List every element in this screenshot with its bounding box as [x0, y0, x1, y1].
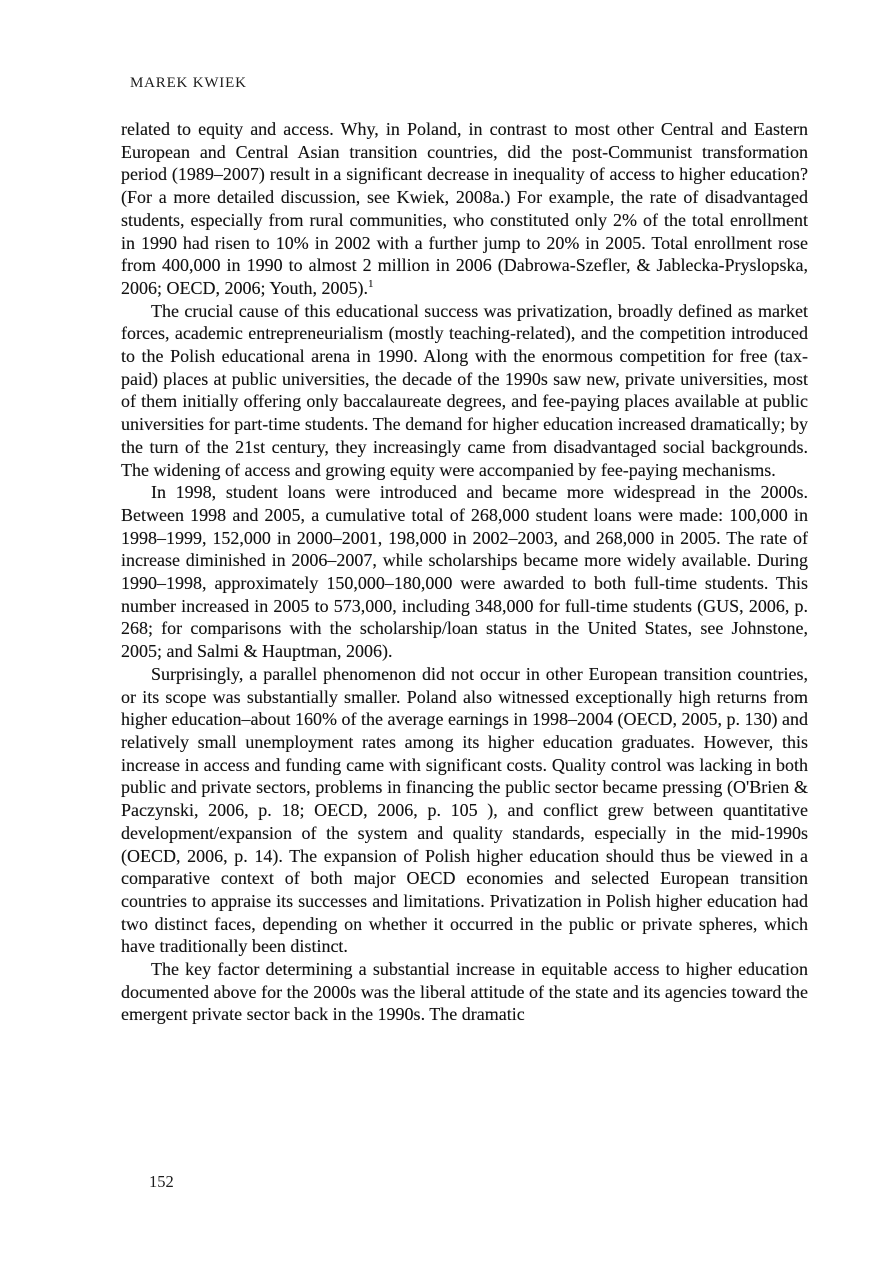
footnote-marker: 1 — [368, 277, 374, 290]
body-paragraph-1 — [121, 118, 808, 300]
paragraph-text: related to equity and access. Why, in Poland, in contrast to most other Central and Eastern European and Central Asian transition countries, did the post-Communist transformation period (1989–2007) result in a significant decrease in inequality of access to higher education? (For a more detailed discussion, see Kwiek, 2008a.) For example, the rate of disadvantaged students, especially from rural communities, who constituted only 2% of the total enrollment in 1990 had risen to 10% in 2002 with a further jump to 20% in 2005. Total enrollment rose from 400,000 in 1990 to almost 2 million in 2006 (Dabrowa-Szefler, & Jablecka-Pryslopska, 2006; OECD, 2006; Youth, 2005). — [121, 119, 808, 298]
body-paragraph-3: In 1998, student loans were introduced and became more widespread in the 2000s. Between 1998 and 2005, a cumulative total of 268,000 student loans were made: 100,000 in 1998–1999, 152,000 in 2000–2001, 198,000 in 2002–2003, and 268,000 in 2005. The rate of increase diminished in 2006–2007, while scholarships became more widely available. During 1990–1998, approximately 150,000–180,000 were awarded to both full-time students. This number increased in 2005 to 573,000, including 348,000 for full-time students (GUS, 2006, p. 268; for comparisons with the scholarship/loan status in the United States, see Johnstone, 2005; and Salmi & Hauptman, 2006). — [121, 482, 808, 662]
body-paragraph-2: The crucial cause of this educational success was privatization, broadly defined as market forces, academic entrepreneurialism (mostly teaching-related), and the competition introduced to the Polish educational arena in 1990. Along with the enormous competition for free (tax-paid) places at public universities, the decade of the 1990s saw new, private universities, most of them initially offering only baccalaureate degrees, and fee-paying places available at public universities for part-time students. The demand for higher education increased dramatically; by the turn of the 21st century, they increasingly came from disadvantaged social backgrounds. The widening of access and growing equity were accompanied by fee-paying mechanisms. — [121, 300, 808, 480]
running-header: MAREK KWIEK — [130, 75, 247, 91]
page-number: 152 — [149, 1172, 174, 1191]
body-paragraph-5: The key factor determining a substantial increase in equitable access to higher education documented above for the 2000s was the liberal attitude of the state and its agencies toward the emergent private sector back in the 1990s. The dramatic — [121, 959, 808, 1025]
body-text-column — [121, 118, 808, 1026]
body-paragraph-4: Surprisingly, a parallel phenomenon did not occur in other European transition countries, or its scope was substantially smaller. Poland also witnessed exceptionally high returns from higher education–about 160% of the average earnings in 1998–2004 (OECD, 2005, p. 130) and relatively small unemployment rates among its higher education graduates. However, this increase in access and funding came with significant costs. Quality control was lacking in both public and private sectors, problems in financing the public sector became pressing (O'Brien & Paczynski, 2006, p. 18; OECD, 2006, p. 105 ), and conflict grew between quantitative development/expansion of the system and quality standards, especially in the mid-1990s (OECD, 2006, p. 14). The expansion of Polish higher education should thus be viewed in a comparative context of both major OECD economies and selected European transition countries to appraise its successes and limitations. Privatization in Polish higher education had two distinct faces, depending on whether it occurred in the public or private spheres, which have traditionally been distinct. — [121, 663, 808, 957]
